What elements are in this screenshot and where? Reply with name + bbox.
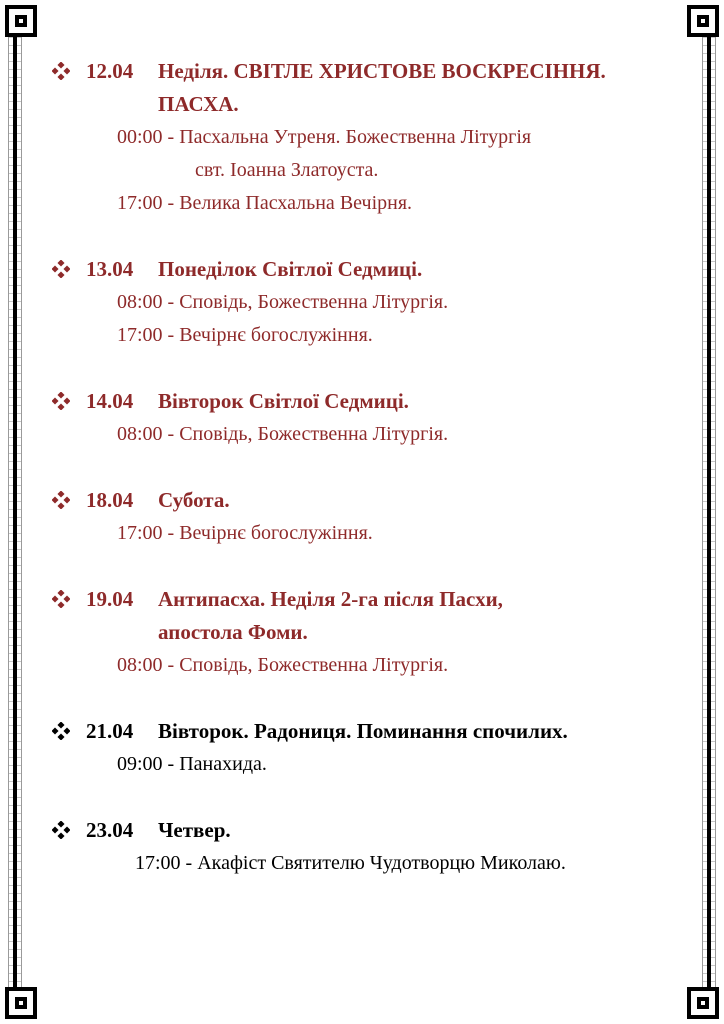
corner-ornament-icon	[686, 986, 720, 1020]
service-line: 09:00 - Панахида.	[117, 753, 267, 775]
service-line: 08:00 - Сповідь, Божественна Літургія.	[117, 654, 449, 676]
entry-title: Понеділок Світлої Седмиці.	[158, 257, 423, 281]
right-border-bar	[707, 14, 711, 1010]
service-text: свт. Іоанна Златоуста.	[195, 159, 379, 181]
corner-ornament-icon	[4, 4, 38, 38]
left-border-rail	[8, 14, 22, 1010]
service-text: 00:00 - Пасхальна Утреня. Божественна Літургія	[117, 126, 532, 148]
service-line: 17:00 - Вечірнє богослужіння.	[117, 324, 373, 346]
entry-date: 23.04	[86, 818, 134, 842]
left-border-bar	[13, 14, 17, 1010]
service-line: 17:00 - Велика Пасхальна Вечірня.	[117, 192, 413, 214]
entry-title: Вівторок Світлої Седмиці.	[158, 389, 409, 413]
schedule-entry	[52, 253, 692, 352]
schedule-entry	[52, 55, 692, 220]
entry-date: 14.04	[86, 389, 134, 413]
entry-heading	[52, 484, 692, 517]
schedule-entry	[52, 385, 692, 451]
schedule-entry	[52, 715, 692, 781]
service-line: 17:00 - Акафіст Святителю Чудотворцю Миколаю.	[135, 852, 566, 874]
schedule-entry	[52, 814, 692, 880]
entry-heading	[52, 715, 692, 748]
service-line: 08:00 - Сповідь, Божественна Літургія.	[117, 423, 449, 445]
schedule-entry	[52, 583, 692, 682]
entry-date: 12.04	[86, 59, 134, 83]
diamond-bullet-icon	[52, 260, 70, 278]
entry-heading	[52, 814, 692, 847]
diamond-bullet-icon	[52, 590, 70, 608]
entry-date: 19.04	[86, 587, 134, 611]
entry-title: Субота.	[158, 488, 230, 512]
right-border-rail	[702, 14, 716, 1010]
diamond-bullet-icon	[52, 392, 70, 410]
corner-ornament-icon	[686, 4, 720, 38]
diamond-bullet-icon	[52, 62, 70, 80]
entry-heading	[52, 55, 692, 121]
service-line: 17:00 - Вечірнє богослужіння.	[117, 522, 373, 544]
entry-heading	[52, 253, 692, 286]
entry-title: Вівторок. Радониця. Поминання спочилих.	[158, 719, 568, 743]
diamond-bullet-icon	[52, 491, 70, 509]
diamond-bullet-icon	[52, 722, 70, 740]
entry-title: Антипасха. Неділя 2-га після Пасхи,	[158, 587, 503, 611]
schedule-entry	[52, 484, 692, 550]
corner-ornament-icon	[4, 986, 38, 1020]
entry-heading	[52, 583, 692, 649]
schedule-list	[52, 55, 692, 913]
entry-date: 18.04	[86, 488, 134, 512]
diamond-bullet-icon	[52, 821, 70, 839]
entry-title: Неділя. СВІТЛЕ ХРИСТОВЕ ВОСКРЕСІННЯ.	[158, 59, 606, 83]
service-line: 08:00 - Сповідь, Божественна Літургія.	[117, 291, 449, 313]
entry-date: 13.04	[86, 257, 134, 281]
entry-title: Четвер.	[158, 818, 231, 842]
entry-title: апостола Фоми.	[158, 620, 308, 644]
entry-date: 21.04	[86, 719, 134, 743]
entry-heading	[52, 385, 692, 418]
entry-title: ПАСХА.	[158, 92, 239, 116]
service-line	[52, 121, 692, 187]
